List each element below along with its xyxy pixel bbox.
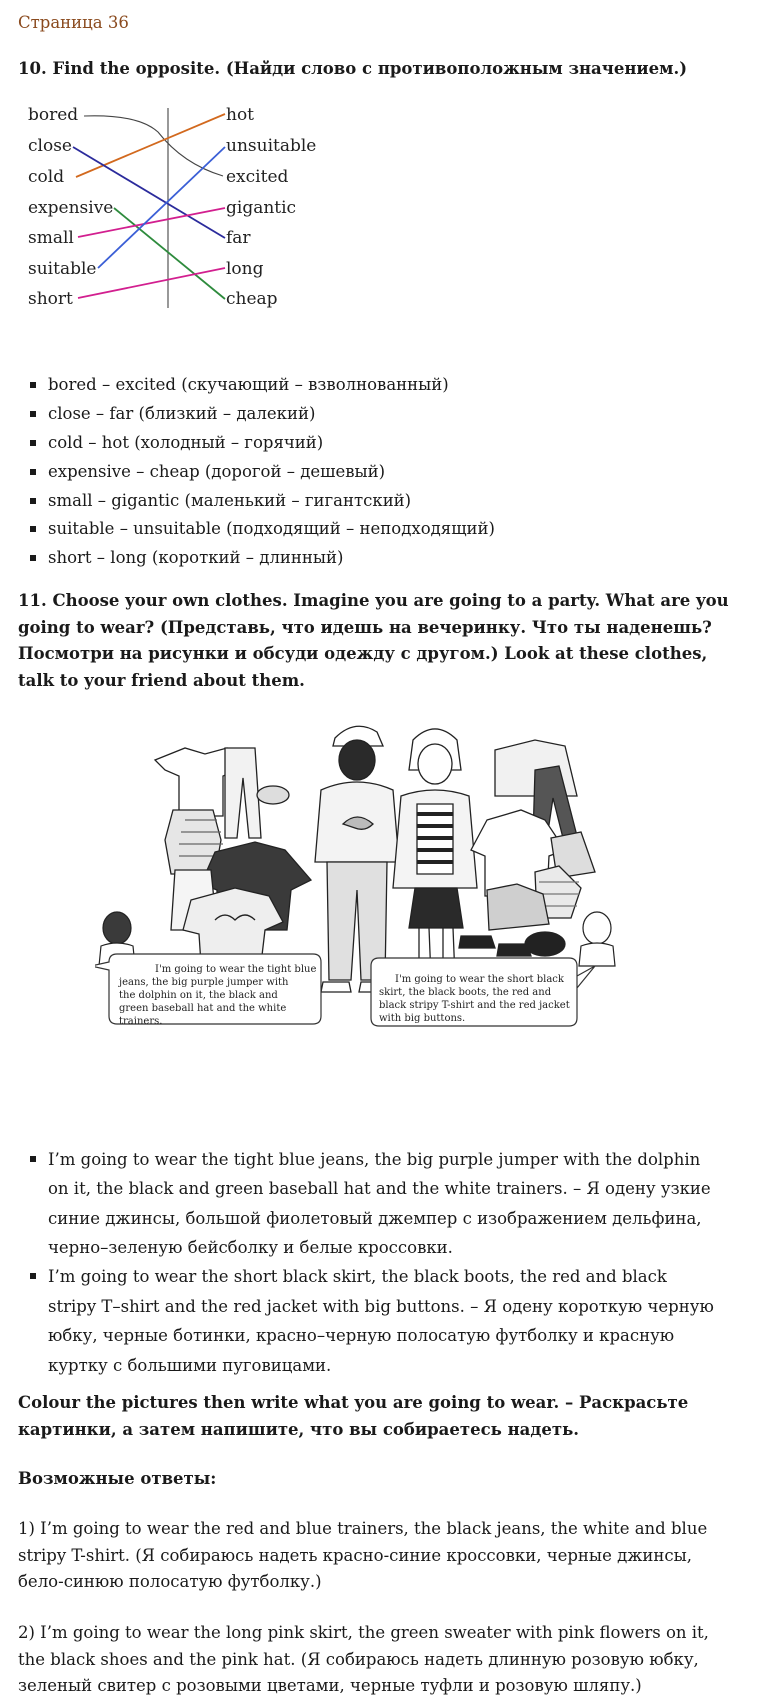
- left-word: short: [28, 289, 73, 309]
- list-item: small – gigantic (маленький – гигантский): [18, 487, 738, 516]
- right-word: long: [226, 259, 264, 279]
- right-word: excited: [226, 167, 289, 187]
- list-item: short – long (короткий – длинный): [18, 544, 738, 573]
- colour-task-heading: Colour the pictures then write what you are going to wear. – Раскрасьте картинки, а затем напишите, что вы собираетесь надеть.: [18, 1393, 689, 1439]
- right-word: cheap: [226, 289, 278, 309]
- possible-answers-heading: Возможные ответы:: [18, 1469, 217, 1488]
- girl-speaker: [579, 912, 615, 966]
- list-item: suitable – unsuitable (подходящий – неподходящий): [18, 515, 738, 544]
- link-expensive-cheap: [114, 208, 225, 299]
- speech-bubble-boy: [95, 954, 321, 1027]
- matching-diagram: [18, 106, 358, 316]
- left-word: cold: [28, 167, 65, 187]
- exercise-10-heading: 10. Find the opposite. (Найди слово с противоположным значением.): [18, 59, 688, 78]
- left-word: bored: [28, 106, 79, 125]
- bubble-girl-line: black stripy T-shirt and the red jacket: [379, 1000, 570, 1011]
- bubble-boy-line: trainers.: [119, 1016, 163, 1027]
- list-item: I’m going to wear the tight blue jeans, the big purple jumper with the dolphin on it, the black and green baseball hat and the white trainers. – Я одену узкие синие джинсы, большой фиолетовый джемпер с изображением дельфина, черно–зеленую бейсболку и белые кроссовки.: [18, 1145, 718, 1262]
- exercise-11-heading: 11. Choose your own clothes. Imagine you are going to a party. What are you going to wear? (Представь, что идешь на вечеринку. Что ты наденешь? Посмотри на рисунки и обсуди одежду с другом.) Look at these clothes, talk to your friend about them.: [18, 591, 729, 691]
- right-word: far: [226, 228, 251, 248]
- right-word: gigantic: [226, 198, 297, 218]
- page-label: Страница 36: [18, 13, 129, 32]
- possible-answer: 1) I’m going to wear the red and blue trainers, the black jeans, the white and blue stripy T-shirt. (Я собираюсь надеть красно-синие кроссовки, черные джинсы, бело-синюю полосатую футболку.): [18, 1519, 708, 1592]
- left-word: close: [28, 136, 72, 156]
- left-word: suitable: [28, 259, 97, 279]
- speech-bubble-girl: [371, 958, 595, 1026]
- clothes-illustration: [95, 720, 665, 1110]
- bubble-girl-line: with big buttons.: [379, 1013, 466, 1024]
- bubble-boy-line: the dolphin on it, the black and: [119, 990, 278, 1001]
- bubble-girl-line: skirt, the black boots, the red and: [379, 987, 552, 998]
- link-short-long: [78, 268, 225, 298]
- left-word: expensive: [28, 198, 114, 218]
- clothes-pile-right: [459, 740, 595, 956]
- left-word: small: [28, 228, 74, 248]
- list-item: bored – excited (скучающий – взволнованный): [18, 371, 738, 400]
- exercise-10-answers: [18, 371, 738, 573]
- link-suitable-unsuitable: [98, 147, 225, 268]
- right-word: hot: [226, 106, 255, 125]
- boy-figure: [315, 726, 399, 992]
- list-item: close – far (близкий – далекий): [18, 400, 738, 429]
- link-close-far: [73, 147, 225, 238]
- bubble-girl-line: I'm going to wear the short black: [395, 974, 564, 985]
- bubble-boy-line: jeans, the big purple jumper with: [119, 977, 289, 988]
- exercise-11-answers: [18, 1145, 718, 1380]
- list-item: I’m going to wear the short black skirt, the black boots, the red and black stripy T–shirt and the red jacket with big buttons. – Я одену короткую черную юбку, черные ботинки, красно–черную полосатую футболку и красную куртку с большими пуговицами.: [18, 1262, 718, 1379]
- bubble-boy-line: green baseball hat and the white: [119, 1003, 287, 1014]
- possible-answer: 2) I’m going to wear the long pink skirt, the green sweater with pink flowers on it, the black shoes and the pink hat. (Я собираюсь надеть длинную розовую юбку, зеленый свитер с розовыми цветами, черные туфли и розовую шляпу.): [18, 1623, 709, 1696]
- list-item: expensive – cheap (дорогой – дешевый): [18, 458, 738, 487]
- list-item: cold – hot (холодный – горячий): [18, 429, 738, 458]
- right-word: unsuitable: [226, 136, 317, 156]
- bubble-boy-line: I'm going to wear the tight blue: [155, 964, 317, 975]
